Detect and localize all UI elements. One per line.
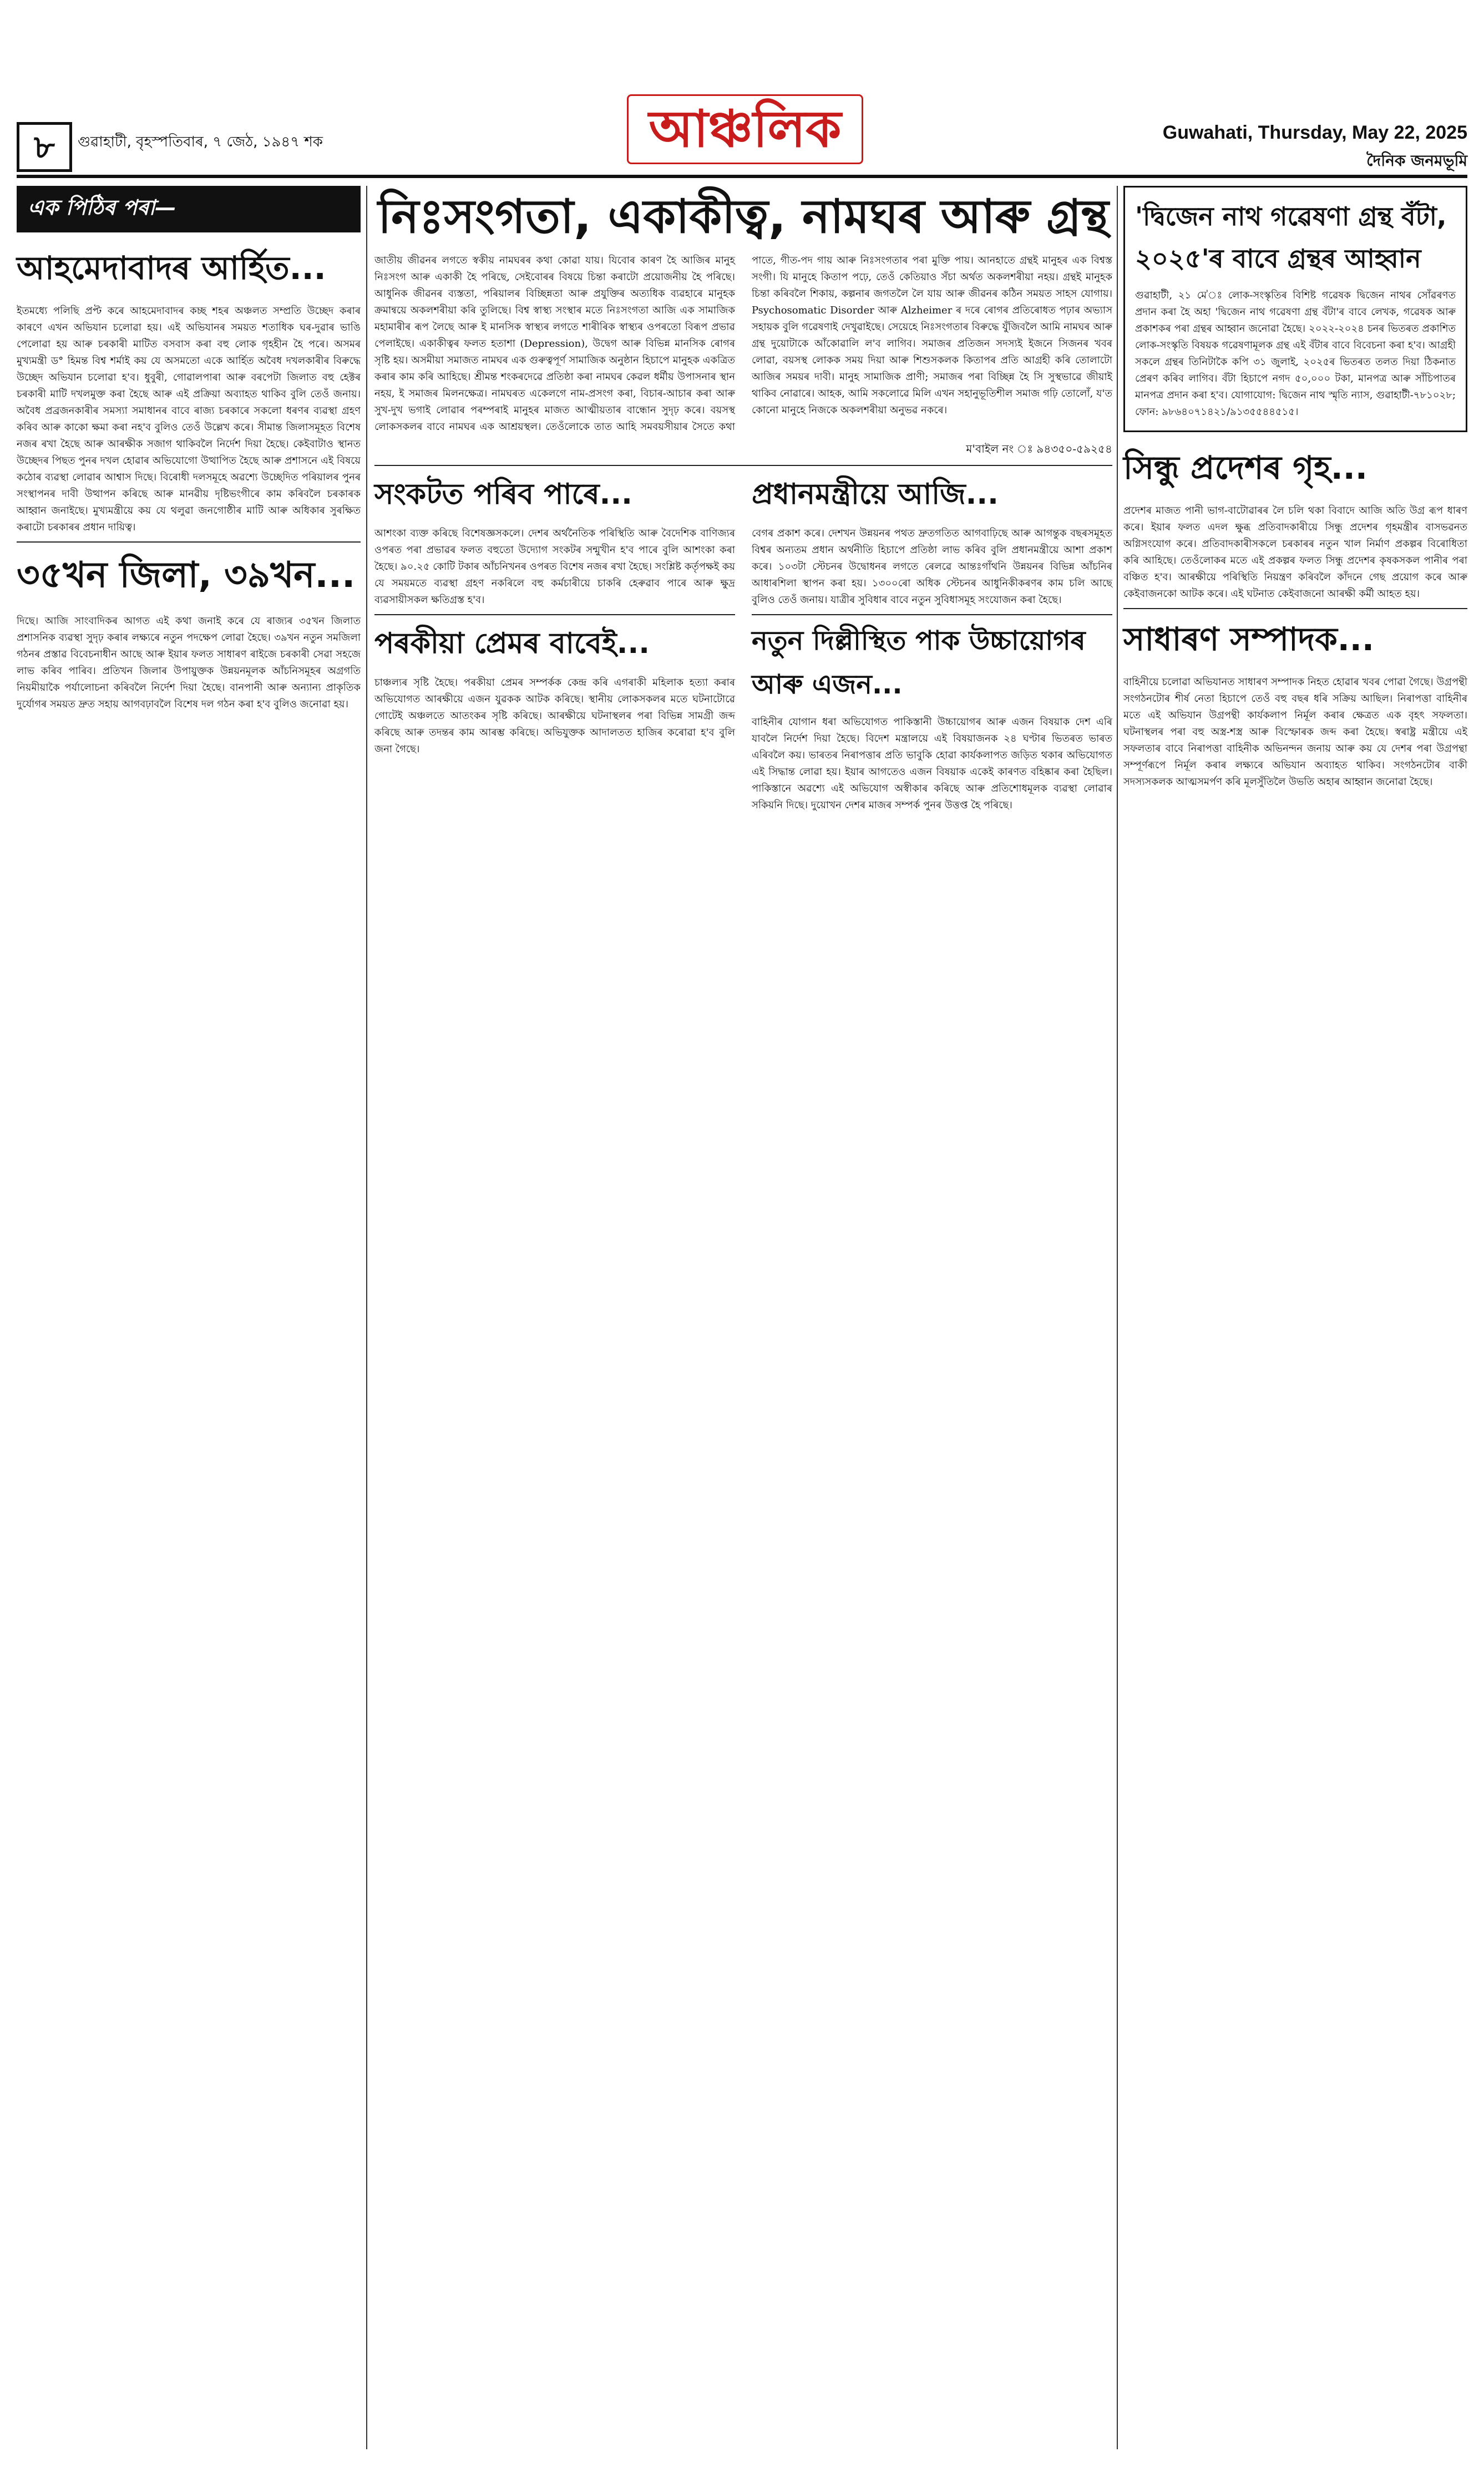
divider: [1123, 608, 1467, 609]
center-column: [374, 186, 1112, 814]
left-column: [17, 186, 361, 713]
article-body: বাহিনীৰ যোগান ধৰা অভিযোগত পাকিস্তানী উচ্চায়োগৰ আৰু এজন বিষয়াক দেশ এৰি যাবলৈ নিৰ্দেশ দিয়া হৈছে। বিদেশ মন্ত্ৰালয়ে এই বিষয়াজনক ২৪ ঘণ্টাৰ ভিতৰত ভাৰত এৰিবলৈ কয়। ভাৰতৰ নিৰাপত্তাৰ প্ৰতি ভাবুকি হোৱা কাৰ্যকলাপত জড়িত থকাৰ অভিযোগত এই সিদ্ধান্ত লোৱা হয়। ইয়াৰ আগতেও এজন বিষয়াক একেই কাৰণত বহিষ্কাৰ কৰা হৈছিল। পাকিস্তানে অৱশ্যে এই অভিযোগ অস্বীকাৰ কৰিছে আৰু প্ৰতিশোধমূলক ব্যৱস্থা লোৱাৰ সকিয়নি দিছে। দুয়োখন দেশৰ মাজৰ সম্পৰ্ক পুনৰ উত্তপ্ত হৈ পৰিছে।: [752, 716, 1112, 811]
article-title: প্ৰধানমন্ত্ৰীয়ে আজি...: [752, 478, 999, 511]
article-title: আহমেদাবাদৰ আৰ্হিত...: [17, 249, 326, 287]
article-body: বেগৰ প্ৰকাশ কৰে। দেশখন উন্নয়নৰ পথত দ্ৰুতগতিত আগবাঢ়িছে আৰু আগন্তুক বছৰসমূহত বিশ্বৰ অন্যতম প্ৰধান অৰ্থনীতি হিচাপে প্ৰতিষ্ঠা লাভ কৰিব বুলি প্ৰধানমন্ত্ৰীয়ে আশা প্ৰকাশ কৰে। ১০৩টা স্টেচনৰ উদ্বোধনৰ লগতে ৰেলৱে আন্তঃগাঁথনি উন্নয়নৰ বিভিন্ন আঁচনিৰ আধাৰশিলা স্থাপন কৰা হয়। ১৩০০ৰো অধিক স্টেচনৰ আধুনিকীকৰণৰ কাম চলি আছে বুলিও তেওঁ জনায়। যাত্ৰীৰ সুবিধাৰ বাবে নতুন সুবিধাসমূহ সংযোজন কৰা হৈছে।: [752, 528, 1112, 606]
feature-title: নিঃসংগতা, একাকীত্ব, নামঘৰ আৰু গ্ৰন্থ: [378, 189, 1109, 244]
article-body: আশংকা ব্যক্ত কৰিছে বিশেষজ্ঞসকলে। দেশৰ অৰ্থনৈতিক পৰিস্থিতি আৰু বৈদেশিক বাণিজ্যৰ ওপৰত পৰা প্ৰভাৱৰ ফলত বহুতো উদ্যোগ সংকটৰ সন্মুখীন হ'ব পাৰে বুলি আশংকা কৰা হৈছে। ৯০.২৫ কোটি টকাৰ আঁচনিখনৰ ওপৰত বিশেষ নজৰ ৰখা হৈছে। সংশ্লিষ্ট কৰ্তৃপক্ষই কয় যে সময়মতে ব্যৱস্থা গ্ৰহণ নকৰিলে বহু কৰ্মচাৰীয়ে চাকৰি হেৰুৱাব পাৰে আৰু ক্ষুদ্ৰ ব্যৱসায়ীসকল ক্ষতিগ্ৰস্ত হ'ব।: [374, 528, 735, 606]
center-right: [752, 472, 1112, 814]
masthead: [0, 0, 1484, 170]
article-title: নতুন দিল্লীস্থিত পাক উচ্চায়োগৰ আৰু এজন...: [752, 625, 1086, 700]
article-title: সিন্ধু প্ৰদেশৰ গৃহ...: [1123, 449, 1367, 487]
article-title: ৩৫খন জিলা, ৩৯খন...: [17, 555, 356, 596]
divider: [752, 614, 1112, 615]
notice-box: [1123, 186, 1467, 432]
article-body: বাহিনীয়ে চলোৱা অভিযানত সাধাৰণ সম্পাদক নিহত হোৱাৰ খবৰ পোৱা গৈছে। উগ্ৰপন্থী সংগঠনটোৰ শীৰ্ষ নেতা হিচাপে তেওঁ বহু বছৰ ধৰি সক্ৰিয় আছিল। নিৰাপত্তা বাহিনীৰ মতে এই অভিযান উগ্ৰপন্থী কাৰ্যকলাপ নিৰ্মূল কৰাৰ ক্ষেত্ৰত এক বৃহৎ সফলতা। ঘটনাস্থলৰ পৰা বহু অস্ত্ৰ-শস্ত্ৰ আৰু বিস্ফোৰক জব্দ কৰা হৈছে। স্বৰাষ্ট্ৰ মন্ত্ৰীয়ে এই সফলতাৰ বাবে নিৰাপত্তা বাহিনীক অভিনন্দন জনায় আৰু কয় যে দেশৰ পৰা উগ্ৰপন্থা সম্পূৰ্ণৰূপে নিৰ্মূল কৰাৰ লক্ষ্যৰে অভিযান অব্যাহত থাকিব। সংগঠনটোৰ বাকী সদস্যসকলক আত্মসমৰ্পণ কৰি মূলসুঁতিলৈ উভতি অহাৰ আহ্বান জনোৱা হৈছে।: [1123, 676, 1467, 788]
date-english: Guwahati, Thursday, May 22, 2025: [1162, 122, 1467, 143]
divider: [374, 614, 735, 615]
date-assamese: গুৱাহাটী, বৃহস্পতিবাৰ, ৭ জেঠ, ১৯৪৭ শক: [78, 134, 323, 150]
article-body: প্ৰদেশৰ মাজত পানী ভাগ-বাটোৱাৰৰ লৈ চলি থকা বিবাদে আজি অতি উগ্ৰ ৰূপ ধাৰণ কৰে। ইয়াৰ ফলত এদল ক্ষুব্ধ প্ৰতিবাদকাৰীয়ে সিন্ধু প্ৰদেশৰ গৃহমন্ত্ৰীৰ বাসভৱনত অগ্নিসংযোগ কৰে। প্ৰতিবাদকাৰীসকলে চৰকাৰৰ নতুন খাল নিৰ্মাণ প্ৰকল্পৰ বিৰোধিতা কৰি আহিছে। তেওঁলোকৰ মতে এই প্ৰকল্পৰ ফলত সিন্ধু প্ৰদেশৰ কৃষকসকল পানীৰ পৰা বঞ্চিত হ'ব। আৰক্ষীয়ে পৰিস্থিতি নিয়ন্ত্ৰণ কৰিবলৈ কাঁদনে গেছ প্ৰয়োগ কৰে আৰু কেইবাজনকো আটক কৰে। এই ঘটনাত কেইবাজনো আৰক্ষী কৰ্মী আহত হয়।: [1123, 505, 1467, 600]
article-body: চাঞ্চল্যৰ সৃষ্টি হৈছে। পৰকীয়া প্ৰেমৰ সম্পৰ্কক কেন্দ্ৰ কৰি এগৰাকী মহিলাক হত্যা কৰাৰ অভিযোগত আৰক্ষীয়ে এজন যুৱকক আটক কৰিছে। স্থানীয় লোকসকলৰ মতে ঘটনাটোৱে গোটেই অঞ্চলতে আতংকৰ সৃষ্টি কৰিছে। আৰক্ষীয়ে ঘটনাস্থলৰ পৰা বিভিন্ন সামগ্ৰী জব্দ কৰিছে আৰু তদন্তৰ কাম আৰম্ভ কৰিছে। অভিযুক্তক আদালতত হাজিৰ কৰোৱা হ'ব বুলি জনা গৈছে।: [374, 677, 735, 755]
section-title: এক পিঠিৰ পৰা—: [17, 186, 361, 232]
page-number: ৮: [17, 122, 72, 172]
article-body: দিছে। আজি সাংবাদিকৰ আগত এই কথা জনাই কৰে যে ৰাজ্যৰ ৩৫খন জিলাত প্ৰশাসনিক ব্যৱস্থা সুদৃঢ় কৰাৰ লক্ষ্যৰে নতুন পদক্ষেপ লোৱা হৈছে। ৩৯খন নতুন সমজিলা গঠনৰ প্ৰস্তাৱ বিবেচনাধীন আছে আৰু ইয়াৰ ফলত সাধাৰণ ৰাইজে চৰকাৰী সেৱা সহজে লাভ কৰিব পাৰিব। প্ৰতিখন জিলাৰ উপায়ুক্তক উন্নয়নমূলক আঁচনিসমূহৰ অগ্ৰগতি নিয়মীয়াকৈ পৰ্যালোচনা কৰিবলৈ নিৰ্দেশ দিয়া হৈছে। বানপানী আৰু অন্যান্য প্ৰাকৃতিক দুৰ্যোগৰ সময়ত দ্ৰুত সহায় আগবঢ়াবলৈ বিশেষ দল গঠন কৰা হ'ব বুলিও জনোৱা হয়।: [17, 615, 361, 710]
feature-body-wrap: [374, 252, 1112, 435]
divider: [17, 541, 361, 543]
article-title: সাধাৰণ সম্পাদক...: [1123, 620, 1374, 658]
column-divider: [1117, 186, 1118, 2449]
right-column: [1123, 186, 1467, 791]
column-divider: [366, 186, 367, 2449]
divider: [374, 465, 1112, 466]
article-title: সংকটত পৰিব পাৰে...: [374, 478, 632, 511]
notice-title: 'দ্বিজেন নাথ গৱেষণা গ্ৰন্থ বঁটা, ২০২৫'ৰ বাবে গ্ৰন্থৰ আহ্বান: [1135, 201, 1447, 273]
brand-name: দৈনিক জনমভূমি: [1366, 151, 1467, 170]
masthead-divider: [17, 175, 1467, 178]
article-title: পৰকীয়া প্ৰেমৰ বাবেই...: [374, 627, 650, 660]
notice-body: গুৱাহাটী, ২১ মে'ঃ লোক-সংস্কৃতিৰ বিশিষ্ট গৱেষক দ্বিজেন নাথৰ সোঁৱৰণত প্ৰদান কৰা হৈ অহা 'দ্বিজেন নাথ গৱেষণা গ্ৰন্থ বঁটা'ৰ বাবে লেখক, গৱেষক আৰু প্ৰকাশকৰ পৰা গ্ৰন্থৰ আহ্বান জনোৱা হৈছে। ২০২২-২০২৪ চনৰ ভিতৰত প্ৰকাশিত লোক-সংস্কৃতি বিষয়ক গৱেষণামূলক গ্ৰন্থ এই বঁটাৰ বাবে বিবেচনা কৰা হ'ব। আগ্ৰহী সকলে গ্ৰন্থৰ তিনিটাকৈ কপি ৩১ জুলাই, ২০২৫ৰ ভিতৰত তলত দিয়া ঠিকনাত প্ৰেৰণ কৰিব লাগিব। বঁটা হিচাপে নগদ ৫০,০০০ টকা, মানপত্ৰ আৰু সাঁচিপাতৰ মানপত্ৰ প্ৰদান কৰা হ'ব। যোগাযোগ: দ্বিজেন নাথ স্মৃতি ন্যাস, গুৱাহাটী-৭৮১০২৮; ফোন: ৯৮৬৪০৭১৪২১/৯১৩৫৫৪৪৫১৫।: [1135, 290, 1456, 418]
feature-signature: ম'বাইল নং ঃ ৯৪৩৫০-৫৯২৫৪: [966, 442, 1112, 455]
feature-body: জাতীয় জীৱনৰ লগতে স্বকীয় নামঘৰৰ কথা কোৱা যায়। যিবোৰ কাৰণ হৈ আজিৰ মানুহ নিঃসংগ আৰু একাকী হৈ পৰিছে, সেইবোৰৰ বিষয়ে চিন্তা কৰাটো প্ৰয়োজনীয় হৈ পৰিছে। আধুনিক জীৱনৰ ব্যস্ততা, পৰিয়ালৰ বিচ্ছিন্নতা আৰু প্ৰযুক্তিৰ অত্যধিক ব্যৱহাৰে মানুহক ক্ৰমান্বয়ে অকলশৰীয়া কৰি তুলিছে। বিশ্ব স্বাস্থ্য সংস্থাৰ মতে নিঃসংগতা আজি এক সামাজিক মহামাৰীৰ ৰূপ লৈছে আৰু ই মানসিক স্বাস্থ্যৰ লগতে শাৰীৰিক স্বাস্থ্যৰ ওপৰতো বিৰূপ প্ৰভাৱ পেলাইছে। একাকীত্বৰ ফলত হতাশা (Depression), উদ্বেগ আৰু বিভিন্ন মানসিক ৰোগৰ সৃষ্টি হয়। অসমীয়া সমাজত নামঘৰ এক গুৰুত্বপূৰ্ণ সামাজিক অনুষ্ঠান হিচাপে মানুহক একত্ৰিত কৰাৰ কাম কৰি আহিছে। শ্ৰীমন্ত শংকৰদেৱে প্ৰতিষ্ঠা কৰা নামঘৰ কেৱল ধৰ্মীয় উপাসনাৰ স্থান নহয়, ই সমাজৰ মিলনক্ষেত্ৰ। নামঘৰত একেলগে নাম-প্ৰসংগ কৰা, বিচাৰ-আচাৰ কৰা আৰু সুখ-দুখ ভগাই লোৱাৰ পৰম্পৰাই মানুহৰ মাজত আত্মীয়তাৰ বান্ধোন সুদৃঢ় কৰে। বয়সস্থ লোকসকলৰ বাবে নামঘৰ এক আশ্ৰয়স্থল। তেওঁলোকে তাত আহি সমবয়সীয়াৰ সৈতে কথা পাতে, গীত-পদ গায় আৰু নিঃসংগতাৰ পৰা মুক্তি পায়। আনহাতে গ্ৰন্থই মানুহৰ এক বিশ্বস্ত সংগী। যি মানুহে কিতাপ পঢ়ে, তেওঁ কেতিয়াও সঁচা অৰ্থত অকলশৰীয়া নহয়। গ্ৰন্থই মানুহক চিন্তা কৰিবলৈ শিকায়, কল্পনাৰ জগতলৈ লৈ যায় আৰু জীৱনৰ কঠিন সময়ত সাহস যোগায়। Psychosomatic Disorder আৰু Alzheimer ৰ দৰে ৰোগৰ প্ৰতিৰোধত পঢ়াৰ অভ্যাস সহায়ক বুলি গৱেষণাই দেখুৱাইছে। সেয়েহে নিঃসংগতাৰ বিৰুদ্ধে যুঁজিবলৈ আমি নামঘৰ আৰু গ্ৰন্থ দুয়োটাকে আঁকোৱালি ল'ব লাগিব। সমাজৰ প্ৰতিজন সদস্যই ইজনে সিজনৰ খবৰ লোৱা, বয়সস্থ লোকক সময় দিয়া আৰু শিশুসকলক কিতাপৰ প্ৰতি আগ্ৰহী কৰি তোলাটো আজিৰ সময়ৰ দাবী। মানুহ সামাজিক প্ৰাণী; সমাজৰ পৰা বিচ্ছিন্ন হৈ সি সুস্থভাৱে জীয়াই থাকিব নোৱাৰে। আহক, আমি সকলোৱে মিলি এখন সহানুভূতিশীল সমাজ গঢ়ি তোলোঁ, য'ত কোনো মানুহে নিজকে অকলশৰীয়া অনুভৱ নকৰে।: [374, 255, 1112, 433]
center-left: [374, 472, 735, 814]
center-grid: [374, 472, 1112, 814]
newspaper-logo: আঞ্চলিক: [627, 94, 863, 164]
article-body: ইতমধ্যে পলিছি প্ৰপ্ট কৰে আহমেদাবাদৰ কচ্ছ শহৰ অঞ্চলত সম্প্ৰতি উচ্ছেদ কৰাৰ কাৰণে এখন অভিযান চলোৱা হয়। এই অভিযানৰ সময়ত শতাধিক ঘৰ-দুৱাৰ ভাঙি পেলোৱা হয় আৰু চৰকাৰী মাটিত বসবাস কৰা বহু লোক গৃহহীন হৈ পৰে। অসমৰ মুখ্যমন্ত্ৰী ড° হিমন্ত বিশ্ব শৰ্মাই কয় যে অসমতো একে আৰ্হিত অবৈধ দখলকাৰীৰ বিৰুদ্ধে উচ্ছেদ অভিযান চলোৱা হ'ব। ধুবুৰী, গোৱালপাৰা আৰু বৰপেটা জিলাত বহু হেক্টৰ চৰকাৰী মাটি দখলমুক্ত কৰা হৈছে আৰু এই প্ৰক্ৰিয়া অব্যাহত থাকিব বুলি তেওঁ জনায়। অবৈধ প্ৰব্ৰজনকাৰীৰ সমস্যা সমাধানৰ বাবে ৰাজ্য চৰকাৰে সকলো ধৰণৰ ব্যৱস্থা গ্ৰহণ কৰিব আৰু কাকো ক্ষমা কৰা নহ'ব বুলিও তেওঁ উল্লেখ কৰে। সীমান্ত জিলাসমূহত বিশেষ নজৰ ৰখা হৈছে আৰু আৰক্ষীক সজাগ থাকিবলৈ নিৰ্দেশ দিয়া হৈছে। কেইবাটাও স্থানত উচ্ছেদৰ পিছত পুনৰ দখল হোৱাৰ অভিযোগো উত্থাপিত হৈছে আৰু প্ৰশাসনে এই বিষয়ে কঠোৰ ব্যৱস্থা লোৱাৰ আশ্বাস দিছে। বিৰোধী দলসমূহে অৱশ্যে উচ্ছেদিত পৰিয়ালৰ পুনৰ সংস্থাপনৰ দাবী উত্থাপন কৰিছে আৰু মানৱীয় দৃষ্টিভংগীৰে কাম কৰিবলৈ চৰকাৰক আহ্বান জনাইছে। মুখ্যমন্ত্ৰীয়ে কয় যে থলুৱা জনগোষ্ঠীৰ মাটি আৰু অধিকাৰ সুৰক্ষিত কৰাটো চৰকাৰৰ প্ৰধান দায়িত্ব।: [17, 305, 361, 533]
